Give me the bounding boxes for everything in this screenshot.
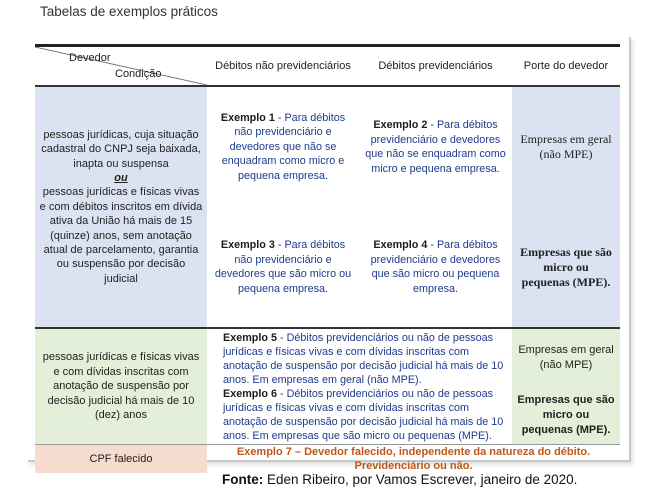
condition-cell-3: CPF falecido <box>35 445 207 474</box>
header-devedor-condicao <box>35 47 207 86</box>
example-6 <box>223 387 512 443</box>
example-2-text: - Para débitos previdenciário e devedores que não se enquadram como micro e pequena empresa. <box>365 119 506 175</box>
porte-4: Empresas que são micro ou pequenas (MPE). <box>517 393 615 436</box>
examples-5-6-cell <box>207 328 512 445</box>
example-1-cell <box>207 86 359 207</box>
table-row <box>35 86 620 207</box>
example-4-cell <box>359 207 512 328</box>
table-row <box>35 328 620 445</box>
table-header-row <box>35 47 620 86</box>
example-4-text: - Para débitos previdenciário e devedores que são micro ou pequena empresa. <box>370 239 501 295</box>
header-condicao: Condição <box>115 68 162 80</box>
footer-text: Eden Ribeiro, por Vamos Escrever, janeiro de 2020. <box>263 472 578 487</box>
example-3-cell <box>207 207 359 328</box>
examples-table <box>35 47 620 473</box>
example-1-text: - Para débitos não previdenciário e devedores que não se enquadram como micro e pequena empresa. <box>221 111 346 182</box>
table-row <box>35 445 620 474</box>
example-3-text: - Para débitos não previdenciário e devedores que são micro ou pequena empresa. <box>214 239 352 295</box>
porte-cell-1: Empresas em geral (não MPE) <box>512 86 620 207</box>
example-1-label: Exemplo 1 <box>220 111 275 124</box>
condition-ou: ou <box>114 171 128 184</box>
example-6-label: Exemplo 6 <box>223 387 278 400</box>
porte-cell-3-4 <box>512 328 620 445</box>
example-5-label: Exemplo 5 <box>223 331 278 344</box>
footer-label: Fonte: <box>222 472 264 487</box>
condition-cell-1 <box>35 86 207 328</box>
example-7-cell: Exemplo 7 – Devedor falecido, independente da natureza do débito. Previdenciário ou não. <box>207 445 620 474</box>
condition-cell-2: pessoas jurídicas e físicas vivas e com dívidas inscritas com anotação de suspensão por decisão judicial há mais de 10 (dez) anos <box>35 328 207 445</box>
example-6-text: - Débitos previdenciários ou não de pessoas jurídicas e físicas vivas e com dívidas inscritas com anotação de suspensão por decisão judicial há mais de 10 anos. Em empresas que são micro ou pequenas (MPE). <box>223 387 504 442</box>
porte-3: Empresas em geral (não MPE) <box>518 343 614 371</box>
example-4-label: Exemplo 4 <box>373 239 428 251</box>
example-3-label: Exemplo 3 <box>220 239 275 251</box>
header-nao-previdenciarios: Débitos não previdenciários <box>207 47 359 86</box>
header-porte: Porte do devedor <box>512 47 620 86</box>
header-devedor: Devedor <box>69 52 111 64</box>
example-5 <box>223 331 512 387</box>
document-caption: Tabelas de exemplos práticos <box>40 4 218 19</box>
condition-1b: pessoas jurídicas e físicas vivas e com débitos inscritos em dívida ativa da União há mais de 15 (quinze) anos, sem anotação atual de parcelamento, garantia ou suspensão por decisão judicial <box>39 186 203 285</box>
header-previdenciarios: Débitos previdenciários <box>359 47 512 86</box>
example-2-cell <box>359 86 512 207</box>
source-footer <box>222 472 577 487</box>
example-2-label: Exemplo 2 <box>373 119 428 131</box>
condition-1a: pessoas jurídicas, cuja situação cadastral do CNPJ seja baixada, inapta ou suspensa <box>41 128 201 170</box>
example-5-text: - Débitos previdenciários ou não de pessoas jurídicas e físicas vivas e com dívidas inscritas com anotação de suspensão por decisão judicial há mais de 10 anos. Em empresas em geral (não MPE). <box>223 331 504 386</box>
porte-cell-2: Empresas que são micro ou pequenas (MPE). <box>512 207 620 328</box>
